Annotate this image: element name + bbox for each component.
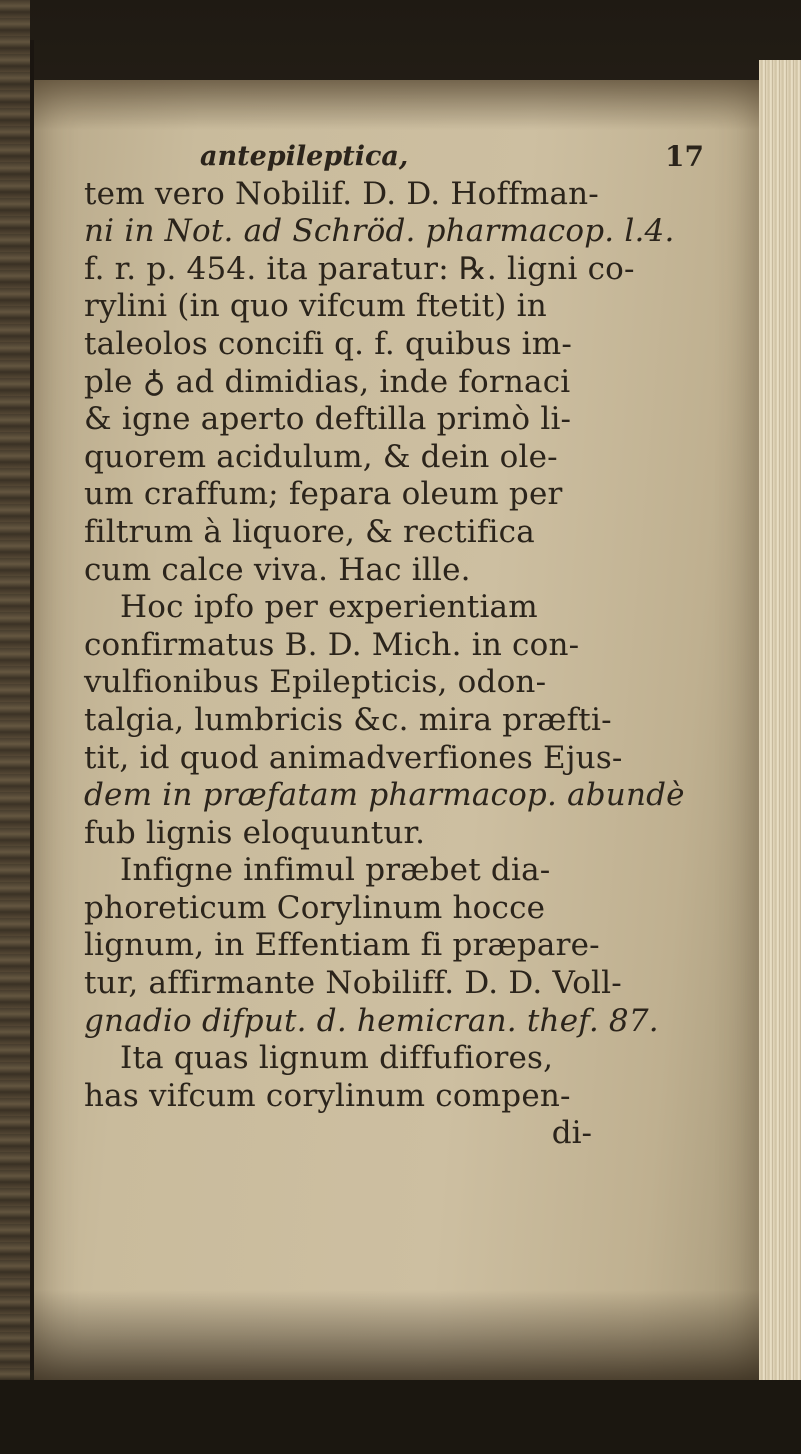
- page-header: [84, 138, 704, 176]
- text-line: tit, id quod animadverfiones Ejus-: [84, 739, 623, 776]
- text-line: gnadio difput. d. hemicran. thef. 87.: [84, 1002, 659, 1039]
- page-bottom-shadow: [34, 1290, 759, 1380]
- text-line: & igne aperto deftilla primò li-: [84, 401, 572, 438]
- text-line: Infigne infimul præbet dia-: [120, 852, 551, 889]
- text-line: vulfionibus Epilepticis, odon-: [84, 664, 547, 701]
- text-line: quorem acidulum, & dein ole-: [84, 438, 558, 475]
- page-top-shadow: [34, 80, 759, 130]
- text-line: Hoc ipfo per experientiam: [120, 589, 538, 626]
- text-line: ni in Not. ad Schröd. pharmacop. l.4.: [84, 213, 675, 250]
- text-line: ple ♁ ad dimidias, inde fornaci: [84, 363, 571, 400]
- text-line: um craffum; fepara oleum per: [84, 476, 563, 513]
- text-line: Ita quas lignum diffufiores,: [120, 1040, 554, 1077]
- text-line: rylini (in quo vifcum ftetit) in: [84, 288, 547, 325]
- text-line: cum calce viva. Hac ille.: [84, 551, 471, 588]
- running-head: antepileptica,: [200, 141, 409, 172]
- right-page-stack: [759, 60, 801, 1390]
- text-line: phoreticum Corylinum hocce: [84, 889, 546, 926]
- bottom-shadow: [0, 1380, 801, 1454]
- text-line: has vifcum corylinum compen-: [84, 1077, 571, 1114]
- text-line: fub lignis eloquuntur.: [84, 814, 426, 851]
- text-line: taleolos concifi q. f. quibus im-: [84, 325, 573, 362]
- text-line: tem vero Nobilif. D. D. Hoffman-: [84, 175, 599, 212]
- catchword: di-: [551, 1115, 592, 1152]
- page-number: 17: [665, 140, 704, 173]
- text-line: dem in præfatam pharmacop. abundè: [84, 777, 685, 814]
- page-text: [84, 138, 704, 1153]
- text-line: talgia, lumbricis &c. mira præfti-: [84, 701, 612, 738]
- text-line: tur, affirmante Nobiliff. D. D. Voll-: [84, 965, 622, 1002]
- text-line: lignum, in Effentiam fi præpare-: [84, 927, 600, 964]
- left-page-edges: [0, 0, 30, 1454]
- text-line: filtrum à liquore, & rectifica: [84, 513, 535, 550]
- text-line: confirmatus B. D. Mich. in con-: [84, 626, 580, 663]
- text-line: f. r. p. 454. ita paratur: ℞. ligni co-: [84, 250, 635, 287]
